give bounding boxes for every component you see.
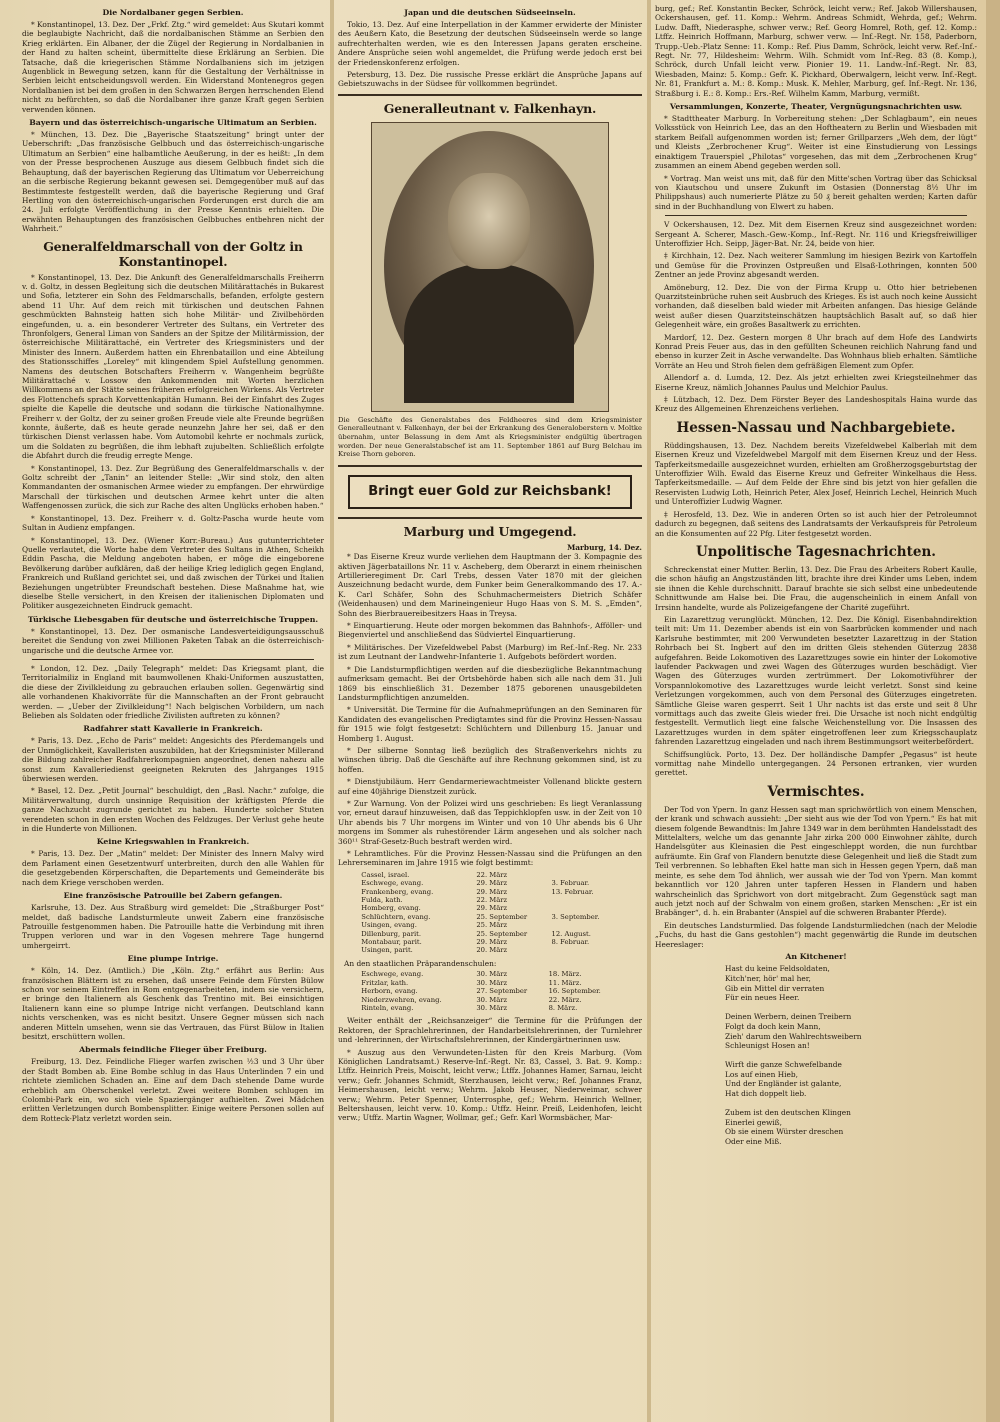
- article-text: Schiffsunglück. Porto, 13. Dez. Der holländische Dampfer „Pegasus“ ist heute vormittag nahe Mindello untergegangen. 24 Personen ertranken, vier wurden gerettet.: [655, 749, 977, 778]
- table-row: [359, 913, 620, 921]
- table-row: [359, 888, 620, 896]
- table-cell: 27. September: [476, 987, 528, 996]
- exam-dates-table: [359, 871, 620, 955]
- article-text: * Universität. Die Termine für die Aufnahmeprüfungen an den Seminaren für Kandidaten des evangelischen Predigtamtes sind für die Provinz Hessen-Nassau für 1915 wie folgt festgesetzt: Schlüchtern und Dillenburg 15. Januar und Homberg 1. August.: [338, 705, 642, 743]
- headline: Eine plumpe Intrige.: [127, 954, 219, 964]
- article-text: ‡ Kirchhain, 12. Dez. Nach weiterer Sammlung im hiesigen Bezirk von Kartoffeln und Gemüse für die Provinzen Ostpreußen und Elsaß-Lothringen, konnten 500 Zentner an jede Provinz abgesandt werden.: [655, 251, 977, 280]
- table-cell: Niederzwehren, evang.: [361, 995, 442, 1004]
- article-text: Mardorf, 12. Dez. Gestern morgen 8 Uhr brach auf dem Hofe des Landwirts Konrad Preis Feuer aus, das in den gefüllten Scheunen reichlich Nahrung fand und ebenso in kurzer Zeit in Asche verwandelte. Das Wohnhaus blieb erhalten. Sämtliche Vorräte an Heu und Stroh fielen dem gefräßigen Element zum Opfer.: [655, 332, 977, 370]
- article-text: * Köln, 14. Dez. (Amtlich.) Die „Köln. Ztg.“ erfährt aus Berlin: Aus französischen Blättern ist zu ersehen, daß unsere Feinde dem Fürsten Bülow schon vor seinem Eintreffen in Rom entgegenarbeiteten, indem sie versichern, er bringe den Italienern als Geschenk das Trentino mit. Bei einsichtigen Italienern kann eine so plumpe Intrige nicht verfangen. Deutschland kann nichts verschenken, was es nicht besitzt. Unsere Gegner müssen sich nach anderen Mitteln umsehen, wenn sie das Vertrauen, das Fürst Bülow in Italien besitzt, erschüttern wollen.: [22, 966, 324, 1041]
- poem-line: [725, 1003, 977, 1013]
- article-text: Der Tod von Ypern. In ganz Hessen sagt man sprichwörtlich von einem Menschen, der krank und schwach aussieht: „Der sieht aus wie der Tod von Ypern.“ Es hat mit diesem folgende Bewandtnis: Im Jahre 1349 war in dem berühmten Handelsstadt des Mittelalters, welche um das genannte Jahr zirka 200 000 Einwohner zählte, durch Handelsgüter aus Kleinasien die Pest eingeschleppt worden, die nun furchtbar aufräumte. Ein Graf von Flandern benutzte diese Gelegenheit und ließ die Stadt zum Teil verbrennen. So lebhaften Ekel hatte man sich in Hessen gegen Ypern, daß man meinte, es sehe dem Tod ähnlich, wer aussah wie der Tod von Ypern. Man kommt bekanntlich vor 120 Jahren unter tapferen Hessen in Flandern und haben wahrscheinlich das Sprichwort von dort mitgebracht. Zum Gegenstück sagt man auch jetzt noch auf der Schwalm von einem großen, starken Menschen: „Er ist ein Brabänger“, d. h. ein Brabanter (Anspiel auf die schweren Brabanter Pferde).: [655, 804, 977, 918]
- table-row: [359, 996, 620, 1004]
- headline: Keine Kriegswahlen in Frankreich.: [96, 837, 250, 847]
- article-text: Freiburg, 13. Dez. Feindliche Flieger warfen zwischen ½3 und 3 Uhr über der Stadt Bomben ab. Eine Bombe schlug in das Haus Unterlinden 7 ein und richtete ziemlichen Schaden an. Eine auf dem Dach stehende Dame wurde erheblich am Oberschenkel verletzt. Zwei weitere Bomben schlugen im Colombi-Park ein, wo sich viele Spaziergänger aufhielten. Zwei Mädchen erlitten Verletzungen durch Bombensplitter. Einige weitere Personen sollen auf dem Rotteck-Platz verletzt worden sein.: [22, 1057, 324, 1123]
- divider: [32, 659, 314, 660]
- article-text: Schreckenstat einer Mutter. Berlin, 13. Dez. Die Frau des Arbeiters Robert Kaulle, die schon häufig an Angstzuständen litt, brachte ihre drei Kinder ums Leben, indem sie ihnen die Kehle durchschnitt. Darauf brachte sie sich selbst eine unbedeutende Schnittwunde am Halse bei. Die Frau, die augenscheinlich in einem Anfall von Irrsinn handelte, wurde als Polizeigefangene der Charité zugeführt.: [655, 564, 977, 612]
- poem-line: Hast du keine Feldsoldaten,: [725, 964, 830, 974]
- poem: [725, 964, 977, 1146]
- table-cell: Dillenburg, parit.: [361, 929, 422, 938]
- article-text: * Konstantinopel, 13. Dez. Der „Frkf. Ztg.“ wird gemeldet: Aus Skutari kommt die beglaubigte Nachricht, daß die nordalbanischen Stämme an Serbien den Krieg erklärten. Ein Albaner, der die Zügel der Regierung in Nordalbanien in der Hand zu halten scheint, übermittelte diese Erklärung an Serbien. Die Tatsache, daß die kriegerischen Stämme Nordalbaniens sich im jetzigen Augenblick in Bewegung setzen, kann für die Gestaltung der Verhältnisse in Serbien leicht entscheidungsvoll werden. Ein Widerstand Montenegros gegen Nordalbanien ist bei dem großen in den Schwarzen Bergen herrschenden Elend nicht zu befürchten, so daß die Nordalbaner ihre ganze Kraft gegen Serbien verwenden können.: [22, 20, 324, 114]
- poem-title: An Kitchener!: [785, 951, 847, 961]
- table-row: [359, 938, 620, 946]
- article-text: * Konstantinopel, 13. Dez. (Wiener Korr.-Bureau.) Aus gutunterrichteter Quelle verlautet, die Worte habe dem Vertreter des Sultans in Athen, Scheikh Eddin Pascha, die Meldung angeboten haben, er möge die eingeborene Bevölkerung darüber aufklären, daß der heilige Krieg lediglich gegen England, Frankreich und Rußland gerichtet sei, und daß zwischen der Türkei und Italien Beziehungen ungetrübter Freundschaft bestehen. Diese Maßnahme hat, wie dieselbe Stelle versichert, in den Kreisen der italienischen Diplomaten und Politiker ausgezeichneten Eindruck gemacht.: [22, 535, 324, 611]
- table-cell: 30. März: [476, 978, 508, 987]
- table-cell: 29. März: [476, 879, 508, 888]
- table-cell: 29. März: [476, 887, 508, 896]
- table-cell: 30. März: [476, 970, 508, 979]
- article-text: Tokio, 13. Dez. Auf eine Interpellation in der Kammer erwiderte der Minister des Aeußern Kato, die Besetzung der deutschen Südseeinseln werde so lange aufrechterhalten werden, wie es den Interessen Japans geraten erscheine. Andere Ansprüche seien wohl angemeldet, die Prüfung werde jedoch erst bei der Friedenskonferenz erfolgen.: [338, 20, 642, 67]
- table-cell: 3. September.: [551, 912, 600, 921]
- poem-line: Deinen Werbern, deinen Treibern: [725, 1012, 852, 1022]
- table-row: [359, 921, 620, 929]
- photo-caption: Die Geschäfte des Generalstabes des Feldheeres sind dem Kriegsminister Generalleutnant v. Falkenhayn, der bei der Erkrankung des Generaloberstern v. Moltke übernahm, unter Belassung in dem Amt als Kriegsminister endgültig übertragen worden. Der neue Generalstabschef ist am 11. September 1861 auf Burg Belchau im Kreise Thorn geboren.: [338, 415, 642, 459]
- poem-line: Schleunigst Hosen an!: [725, 1041, 810, 1051]
- table-cell: [550, 921, 621, 929]
- poem-line: [725, 1099, 977, 1109]
- article-text: Allendorf a. d. Lumda, 12. Dez. Als jetzt erhielten zwei Kriegsteilnehmer das Eiserne Kreuz, nämlich Johannes Paulus und Melchior Paulus.: [655, 373, 977, 392]
- table-cell: Montabaur, parit.: [361, 938, 422, 947]
- article-text: ‡ Herosfeld, 13. Dez. Wie in anderen Orten so ist auch hier der Petroleumnot dadurch zu begegnen, daß seitens des Landratsamts der Verkaufspreis für Petroleum an die Konsumenten auf 22 Pfg. Liter festgesetzt worden.: [655, 509, 977, 538]
- table-cell: Schlüchtern, evang.: [361, 912, 431, 921]
- article-text: * Das Eiserne Kreuz wurde verliehen dem Hauptmann der 3. Kompagnie des aktiven Jägerbataillons Nr. 11 v. Ascheberg, dem Oberarzt in einem rheinischen Artillerieregiment Dr. Carl Trebs, dessen Vater 1870 mit der gleichen Auszeichnung bedacht wurde, dem Funker beim Generalkommando des 17. A.-K. Carl Schäfer, Sohn des Schuhmachermeisters Dietrich Schäfer (Weidenhausen) und dem Marineingenieur Hugo Haas von S. M. S. „Emden“, Sohn des Bierbrauereibesitzers Haas in Treysa.: [338, 552, 642, 618]
- divider: [665, 215, 967, 216]
- divider: [338, 94, 642, 96]
- prep-school-dates-table: [359, 970, 620, 1012]
- table-cell: 25. März: [476, 921, 508, 930]
- article-text: Rüddingshausen, 13. Dez. Nachdem bereits Vizefeldwebel Kalberlah mit dem Eisernen Kreuz und Vizefeldwebel Margolf mit dem Eisernen Kreuz und der Hess. Tapferkeitsmedaille ausgezeichnet wurden, erhielten am Großherzogsgeburtstag der Unteroffizier Wilh. Ewald das Eiserne Kreuz und Gefreiter Winkelhaus die Hess. Tapferkeitsmedaille. — Auf dem Felde der Ehre sind bis jetzt von hier gefallen die Reservisten Ludwig Loth, Heinrich Peter, Alex Josef, Heinrich Lechel, Heinrich Much und Unteroffizier Ludwig Wagner.: [655, 440, 977, 507]
- table-cell: Rinteln, evang.: [361, 1003, 414, 1012]
- table-cell: 12. August.: [551, 929, 591, 938]
- table-cell: [550, 904, 621, 912]
- dateline: Marburg, 14. Dez.: [567, 542, 642, 552]
- article-text: * Vortrag. Man weist uns mit, daß für den Mitte'schen Vortrag über das Schicksal von Kiautschou und unsere Zukunft im Ostasien (Donnerstag 8½ Uhr im Philippshaus) auch numerierte Plätze zu 50 ₰ bereit gehalten werden; Karten dafür sind in der Buchhandlung von Elwert zu haben.: [655, 173, 977, 211]
- table-cell: Fulda, kath.: [361, 896, 403, 905]
- article-text: * Konstantinopel, 13. Dez. Die Ankunft des Generalfeldmarschalls Freiherrn v. d. Goltz, in dessen Begleitung sich die deutschen Militärattachés in Bukarest und Sofia, letzterer ein Sohn des Feldmarschalls, befanden, erfolgte gestern abend 11 Uhr. Auf dem reich mit türkischen und deutschen Fahnen geschmückten Bahnsteig hatten sich hohe Militär- und Zivilbehörden eingefunden, u. a. ein besonderer Vertreter des Sultans, ein Vertreter des Thronfolgers, General Liman von Sanders an der Spitze der Militärmission, der österreichische Militärattaché, ein Vertreter des Kriegsministers und der Minister des Innern. Außerdem hatten ein Ehrenbataillon und eine Abteilung des Stationsschiffes „Loreley“ mit klingendem Spiel Aufstellung genommen. Namens des deutschen Botschafters Freiherrn v. Wangenheim begrüßte Militärattaché v. Lossow den Ankommenden mit Worten herzlichen Willkommens an der Stätte seines früheren erfolgreichen Wirkens. Als Vertreter des Flottenchefs sprach Korvettenkapitän Humann. Bei der Einfahrt des Zuges spielte die Kapelle die deutsche und sodann die türkische Nationalhymne. Freiherr v. der Goltz, der zu seiner großen Freude viele alte Freunde begrüßen konnte, äußerte, daß es heute gerade neunzehn Jahre her sei, daß er den türkischen Dienst verlassen habe. Vom Automobil kehrte er nochmals zurück, um die Soldaten zu begrüßen, die ihm lebhaft zujubelten. Schließlich erfolgte die Abfahrt durch die freudig erregte Menge.: [22, 272, 324, 461]
- adjacent-page-edge: [986, 0, 1000, 1422]
- headline: Radfahrer statt Kavallerie in Frankreich.: [83, 724, 263, 734]
- table-cell: [550, 946, 621, 954]
- section-headline: Marburg und Umgegend.: [403, 523, 577, 539]
- poem-line: Einerlei gewiß,: [725, 1117, 782, 1127]
- casualty-list-continued: burg, gef.; Ref. Konstantin Becker, Schröck, leicht verw.; Ref. Jakob Willershausen, Ockershausen, gef. 11. Komp.: Wehrm. Andreas Schmidt, Wehrda, gef.; Wehrm. Ludw. Dafft, Niederasphe, schwer verw.; Ref. Georg Homrel, Roth, gef. 12. Komp.: Ltffz. Heinrich Hoffmann, Marburg, schwer verw. — Inf.-Regt. Nr. 158, Paderborn, Trupp.-Ueb.-Platz Senne: 11. Komp.: Ref. Pius Damm, Schröck, leicht verw. Ref.-Inf.-Regt. Nr. 77, Hildesheim: Wehrm. Wilh. Schmidt vom Inf.-Reg. 83 (8. Komp.), Schröck, durch Unfall leicht verw. Pionier 19. 11. Landw.-Inf.-Regt. Nr. 83, Wiesbaden, Mainz: 5. Komp.: Gefr. K. Pickhard, Oberwalgern, leicht verw. Inf.-Regt. Nr. 81, Frankfurt a. M.: 8. Komp.: Musk. K. Mehler, Marburg, gef. Inf.-Regt. Nr. 136, Straßburg i. E.: 8. Komp.: Ers.-Ref. Wilhelm Kamm, Marburg, vermißt.: [655, 4, 977, 98]
- table-cell: 29. März: [476, 938, 508, 947]
- table-cell: 8. Februar.: [551, 938, 590, 947]
- table-heading: An den staatlichen Präparandenschulen:: [344, 958, 497, 968]
- table-cell: 25. September: [476, 929, 528, 938]
- article-text: * Konstantinopel, 13. Dez. Der osmanische Landesverteidigungsausschuß bereitet die Sendung von zwei Millionen Paketen Tabak an die österreichisch-ungarische und die deutsche Armee vor.: [22, 626, 324, 655]
- poem-line: Zubem ist den deutschen Klingen: [725, 1108, 851, 1118]
- headline: Abermals feindliche Flieger über Freiburg.: [79, 1045, 267, 1055]
- headline: Eine französische Patrouille bei Zabern gefangen.: [63, 891, 283, 901]
- table-cell: Frankenberg, evang.: [361, 887, 434, 896]
- table-cell: Eschwege, evang.: [361, 879, 424, 888]
- poem-line: Zieh' darum den Wahlrechtsweibern: [725, 1031, 862, 1041]
- article-text: * Paris, 13. Dez. Der „Matin“ meldet: Der Minister des Innern Malvy wird dem Parlament einen Gesetzentwurf unterbreiten, durch den alle Wahlen für die gesetzgebenden Körperschaften, die Departements und Gemeinderäte bis nach dem Kriege verschoben werden.: [22, 849, 324, 887]
- article-text: Weiter enthält der „Reichsanzeiger“ die Termine für die Prüfungen der Rektoren, der Sprachlehrerinnen, der Handarbeitslehrerinnen, der Turnlehrer und -lehrerinnen, der Wirtschaftslehrerinnen, der Kindergärtnerinnen usw.: [338, 1016, 642, 1045]
- article-text: * Stadttheater Marburg. In Vorbereitung stehen: „Der Schlagbaum“, ein neues Volksstück von Heinrich Lee, das an den Hoftheatern zu Berlin und Wiesbaden mit starkem Beifall aufgenommen worden ist; ferner Grillparzers „Weh dem, der lügt“ und Kleists „Zerbrochener Krug“. Weiter ist eine Einstudierung von Lessings einaktigem Trauerspiel „Philotas“ vorgesehen, das mit dem „Zerbrochenen Krug“ zusammen an einem Abend gegeben werden soll.: [655, 114, 977, 171]
- poem-line: Los auf einen Hieb,: [725, 1069, 798, 1079]
- headline: Bayern und das österreichisch-ungarische Ultimatum an Serbien.: [29, 118, 317, 128]
- table-cell: [550, 871, 621, 879]
- table-cell: Eschwege, evang.: [361, 970, 424, 979]
- section-headline: Generalleutnant v. Falkenhayn.: [383, 100, 597, 116]
- article-text: Petersburg, 13. Dez. Die russische Presse erklärt die Ansprüche Japans auf Gebietszuwachs in der Südsee für vollkommen begründet.: [338, 70, 642, 89]
- table-cell: 22. März: [476, 870, 508, 879]
- article-text: * Konstantinopel, 13. Dez. Zur Begrüßung des Generalfeldmarschalls v. der Goltz schreibt der „Tanin“ an leitender Stelle: „Wir sind stolz, den alten Kommandanten der osmanischen Armee wieder zu empfangen. Der ehrwürdige Marschall der türkischen und deutschen Armee kehrt unter die alten Waffengenossen zurück, die sich zur Rache des alten Unglücks erhoben haben.“: [22, 463, 324, 511]
- table-cell: 20. März: [476, 946, 508, 955]
- article-text: Karlsruhe, 13. Dez. Aus Straßburg wird gemeldet: Die „Straßburger Post“ meldet, daß badische Landsturmleute unweit Zabern eine französische Patrouille festgenommen haben. Die Patrouille hatte die Verbindung mit ihren Truppen verloren und war in den Vogesen mehrere Tage hungernd umhergeirrt.: [22, 903, 324, 950]
- column-divider: [330, 0, 334, 1422]
- article-text: V Ockershausen, 12. Dez. Mit dem Eisernen Kreuz sind ausgezeichnet worden: Sergeant A. Scherer, Masch.-Gew.-Komp., Inf.-Regt. Nr. 116 und Kriegsfreiwilliger Unteroffizier Hch. Seipp, Jäger-Bat. Nr. 24, beide von hier.: [655, 220, 977, 248]
- table-cell: Usingen, evang.: [361, 921, 417, 930]
- article-text: * Dienstjubiläum. Herr Gendarmeriewachtmeister Vollenand blickte gestern auf eine 40jährige Dienstzeit zurück.: [338, 777, 642, 796]
- appeal-banner: Bringt euer Gold zur Reichsbank!: [348, 475, 632, 509]
- article-text: * Militärisches. Der Vizefeldwebel Pabst (Marburg) im Ref.-Inf.-Reg. Nr. 233 ist zum Leutnant der Landwehr-Infanterie 1. Aufgebots befördert worden.: [338, 642, 642, 662]
- table-row: [359, 896, 620, 904]
- table-cell: Usingen, parit.: [361, 946, 413, 955]
- poem-line: Gib ein Mittel dir verraten: [725, 983, 825, 993]
- table-cell: 13. Februar.: [551, 887, 594, 896]
- table-row: [359, 979, 620, 987]
- column-right: [655, 4, 977, 1418]
- poem-line: [725, 1051, 977, 1061]
- column-middle: [338, 4, 642, 1418]
- headline: Versammlungen, Konzerte, Theater, Vergnügungsnachrichten usw.: [669, 102, 963, 112]
- table-row: [359, 946, 620, 954]
- table-cell: 16. September.: [548, 987, 601, 996]
- table-cell: Cassel, israel.: [361, 870, 410, 879]
- table-cell: 29. März: [476, 904, 508, 913]
- article-text: * München, 13. Dez. Die „Bayerische Staatszeitung“ bringt unter der Ueberschrift: „Das französische Gelbbuch und das österreichisch-ungarische Ultimatum an Serbien“ eine halbamtliche Aeußerung, in der es heißt: „In dem von der Presse besprochenen Auszuge aus diesem Gelbbuch findet sich die Behauptung, daß der bayerischen Regierung das Ultimatum vor Ueberreichung an die serbische Regierung bekannt gewesen sei. Demgegenüber muß auf das Bestimmteste festgestellt werden, daß die bayerische Regierung und Graf Hertling von den österreichisch-ungarischen Forderungen erst durch die am 24. Juli erfolgte Veröffentlichung in der Presse Kenntnis erhielten. Die erwähnten Behauptungen des französischen Gelbbuches entbehren nicht der Wahrheit.“: [22, 130, 324, 234]
- article-text: * Konstantinopel, 13. Dez. Freiherr v. d. Goltz-Pascha wurde heute vom Sultan in Audienz empfangen.: [22, 513, 324, 533]
- divider: [338, 517, 642, 519]
- table-cell: Fritzlar, kath.: [361, 978, 409, 987]
- poem-line: Wirft die ganze Schwefelbande: [725, 1060, 842, 1070]
- poem-line: Folgt da doch kein Mann,: [725, 1021, 821, 1031]
- article-text: * Lehramtliches. Für die Provinz Hessen-Nassau sind die Prüfungen an den Lehrerseminaren im Jahre 1915 wie folgt bestimmt:: [338, 849, 642, 868]
- headline: Türkische Liebesgaben für deutsche und österreichische Truppen.: [27, 614, 319, 624]
- article-text: Ein Lazarettzug verunglückt. München, 12. Dez. Die Königl. Eisenbahndirektion teilt mit: Um 11. Dezember abends ist ein von Saarbrücken kommender und nach Karlsruhe bestimmter, mit 200 Verwundeten besetzter Lazarettzug in der Station Rohrbach bei St. Ingbert auf den im dritten Gleis stehenden Güterzug 2838 aufgefahren. Beide Lokomotiven des Lazarettzuges sowie ein hinter der Lokomotive laufender Packwagen und zwei Wagen des Güterzuges wurden beschädigt. Vier Wagen des Güterzuges wurden zertrümmert. Der Lokomotivführer der Vorspannlokomotive des Lazarettzuges wurde leicht verletzt. Sonst sind keine Verletzungen vorgekommen, auch von dem Personal des Güterzuges eingetreten. Sämtliche Gleise waren gesperrt. Seit 1 Uhr nachts ist das erste und seit 8 Uhr vormittags auch das zweite Gleis wieder frei. Die Ursache ist noch nicht endgültig festgestellt. Vermutlich liegt eine falsche Weichenstellung vor. Die Insassen des Lazarettzuges wurden in dem später eingetroffenen leer zum Kriegsschauplatz fahrenden Lazarettzug eingeladen und nach ihrem Bestimmungsort weiterbefördert.: [655, 614, 977, 747]
- table-cell: 25. September: [476, 912, 528, 921]
- table-cell: 22. März: [476, 896, 508, 905]
- section-headline: Hessen-Nassau und Nachbargebiete.: [676, 419, 956, 436]
- table-cell: Herborn, evang.: [361, 987, 418, 996]
- table-row: [359, 930, 620, 938]
- table-cell: [550, 896, 621, 904]
- article-text: ‡ Lützbach, 12. Dez. Dem Förster Beyer des Landeshospitals Haina wurde das Kreuz des Allgemeinen Ehrenzeichens verliehen.: [655, 395, 977, 414]
- table-row: [359, 987, 620, 995]
- article-text: * Einquartierung. Heute oder morgen bekommen das Bahnhofs-, Afföller- und Biegenviertel und anschließend das Südviertel Einquartierung.: [338, 621, 642, 640]
- article-text: * Der silberne Sonntag ließ bezüglich des Straßenverkehrs nichts zu wünschen übrig. Daß die Geschäfte auf ihre Rechnung gekommen sind, ist zu hoffen.: [338, 745, 642, 774]
- divider: [338, 465, 642, 467]
- headline: Die Nordalbaner gegen Serbien.: [102, 8, 244, 17]
- column-divider: [647, 0, 651, 1422]
- table-cell: Homberg, evang.: [361, 904, 421, 913]
- poem-line: Oder eine Miß.: [725, 1137, 782, 1147]
- article-text: * Zur Warnung. Von der Polizei wird uns geschrieben: Es liegt Veranlassung vor, erneut darauf hinzuweisen, daß das Teppichklopfen usw. in der Zeit von 10 Uhr abends bis 7 Uhr morgens im Winter und von 10 Uhr abends bis 6 Uhr morgens im Sommer als ruhestörender Lärm angesehen und als solcher nach 360¹¹ Straf-Gesetz-Buch bestraft werden wird.: [338, 798, 642, 846]
- casualty-list: * Auszug aus den Verwundeten-Listen für den Kreis Marburg. (Vom Königlichen Landratsamt.) Reserve-Inf.-Regt. Nr. 83, Cassel, 3. Bat. 9. Komp.: Ltffz. Heinrich Preis, Moischt, leicht verw.; Ltffz. Johannes Hamer, Sarnau, leicht verw.; Gefr. Johannes Schmidt, Sterzhausen, leicht verw.; Ref. Johannes Franz, Heimershausen, leicht verw.; Wehrm. Jakob Heuser, Niederweimar, schwer verw.; Wehrm. Peter Spenner, Unterrosphe, gef.; Wehrm. Heinrich Wellner, Beltershausen, leicht verw. 10. Komp.: Utffz. Heinr. Preiß, Leidenhofen, leicht verw.; Utffz. Martin Wagner, Wollmar, gef.; Gefr. Karl Wormsbächer, Mar-: [338, 1047, 642, 1123]
- table-row: [359, 1004, 620, 1012]
- column-left: [22, 4, 324, 1418]
- table-row: [359, 879, 620, 887]
- poem-line: Und der Engländer ist galante,: [725, 1079, 842, 1089]
- table-cell: 8. März.: [548, 1003, 578, 1012]
- portrait-photo: [371, 122, 609, 412]
- table-cell: 22. März.: [548, 995, 582, 1004]
- portrait-uniform: [404, 263, 574, 403]
- article-text: Ein deutsches Landsturmlied. Das folgende Landsturmliedchen (nach der Melodie „Fuchs, du hast die Gans gestohlen“) macht gegenwärtig die Runde im deutschen Heereslager:: [655, 920, 977, 949]
- article-text: * Paris, 13. Dez. „Echo de Paris“ meldet: Angesichts des Pferdemangels und der Unmöglichkeit, Kavalleristen auszubilden, hat der Kriegsminister Millerand die Bildung zahlreicher Radfahrerkompagnien angeordnet, denen nahezu alle sonst zum Kavalleriedienst geeigneten Rekruten des Jahrganges 1915 überwiesen werden.: [22, 736, 324, 784]
- table-cell: 30. März: [476, 1003, 508, 1012]
- table-cell: 18. März.: [548, 970, 582, 979]
- poem-line: Hat dich doppelt lieb.: [725, 1089, 807, 1099]
- table-row: [359, 871, 620, 879]
- table-cell: 11. März.: [548, 978, 582, 987]
- section-headline: Generalfeldmarschall von der Goltz in Konstantinopel.: [43, 238, 303, 269]
- table-row: [359, 970, 620, 978]
- headline: Japan und die deutschen Südseeinseln.: [404, 8, 576, 17]
- poem-line: Kitch'ner, hör' mal her,: [725, 973, 811, 983]
- section-headline: Vermischtes.: [767, 783, 865, 800]
- article-text: * Basel, 12. Dez. „Petit Journal“ beschuldigt, den „Basl. Nachr.“ zufolge, die Militärverwaltung, durch unsinnige Requisition der kräftigsten Pferde die ganze Nachzucht zugrunde gerichtet zu haben. Hunderte solcher Stuten verendeten schon in den ersten Wochen des Feldzuges. Der Verlust gehe heute in die Hunderte von Millionen.: [22, 786, 324, 834]
- article-text: * Die Landsturmpflichtigen werden auf die diesbezügliche Bekanntmachung aufmerksam gemacht. Bei der Ortsbehörde haben sich alle nach dem 31. Juli 1869 bis einschließlich 31. Dezember 1875 geborenen unausgebildeten Landsturmpflichtigen anzumelden.: [338, 664, 642, 702]
- section-headline: Unpolitische Tagesnachrichten.: [696, 543, 936, 560]
- portrait-face: [448, 173, 530, 269]
- table-row: [359, 904, 620, 912]
- article-text: Amöneburg, 12. Dez. Die von der Firma Krupp u. Otto hier betriebenen Quarzitsteinbrüche ruhen seit Ausbruch des Krieges. Es ist auch noch keine Aussicht vorhanden, daß dieselben bald wieder mit Arbeiten anfangen. Das hiesige Gelände weist außer diesen Quarzitsteinschätzen hauptsächlich Basalt auf, so daß hier Gelegenheit wäre, ein großes Basaltwerk zu errichten.: [655, 282, 977, 330]
- table-cell: 3. Februar.: [551, 879, 590, 888]
- table-cell: 30. März: [476, 995, 508, 1004]
- poem-line: Für ein neues Heer.: [725, 993, 800, 1003]
- article-text: * London, 12. Dez. „Daily Telegraph“ meldet: Das Kriegsamt plant, die Territorialmiliz in England mit baumwollenen Khaki-Uniformen auszustatten, die diese der Zivilkleidung zu gebrauchen erlauben sollen. Gegenwärtig sind alle vorhandenen Khakivorräte für die Mannschaften an der Front gebraucht werden. — „Ueber der Zivilkleidung“! Nach belgischen Vorbildern, um nach Belieben als Soldaten oder friedliche Zivilisten auftreten zu können?: [22, 663, 324, 720]
- poem-line: Ob sie einem Würster dreschen: [725, 1127, 844, 1137]
